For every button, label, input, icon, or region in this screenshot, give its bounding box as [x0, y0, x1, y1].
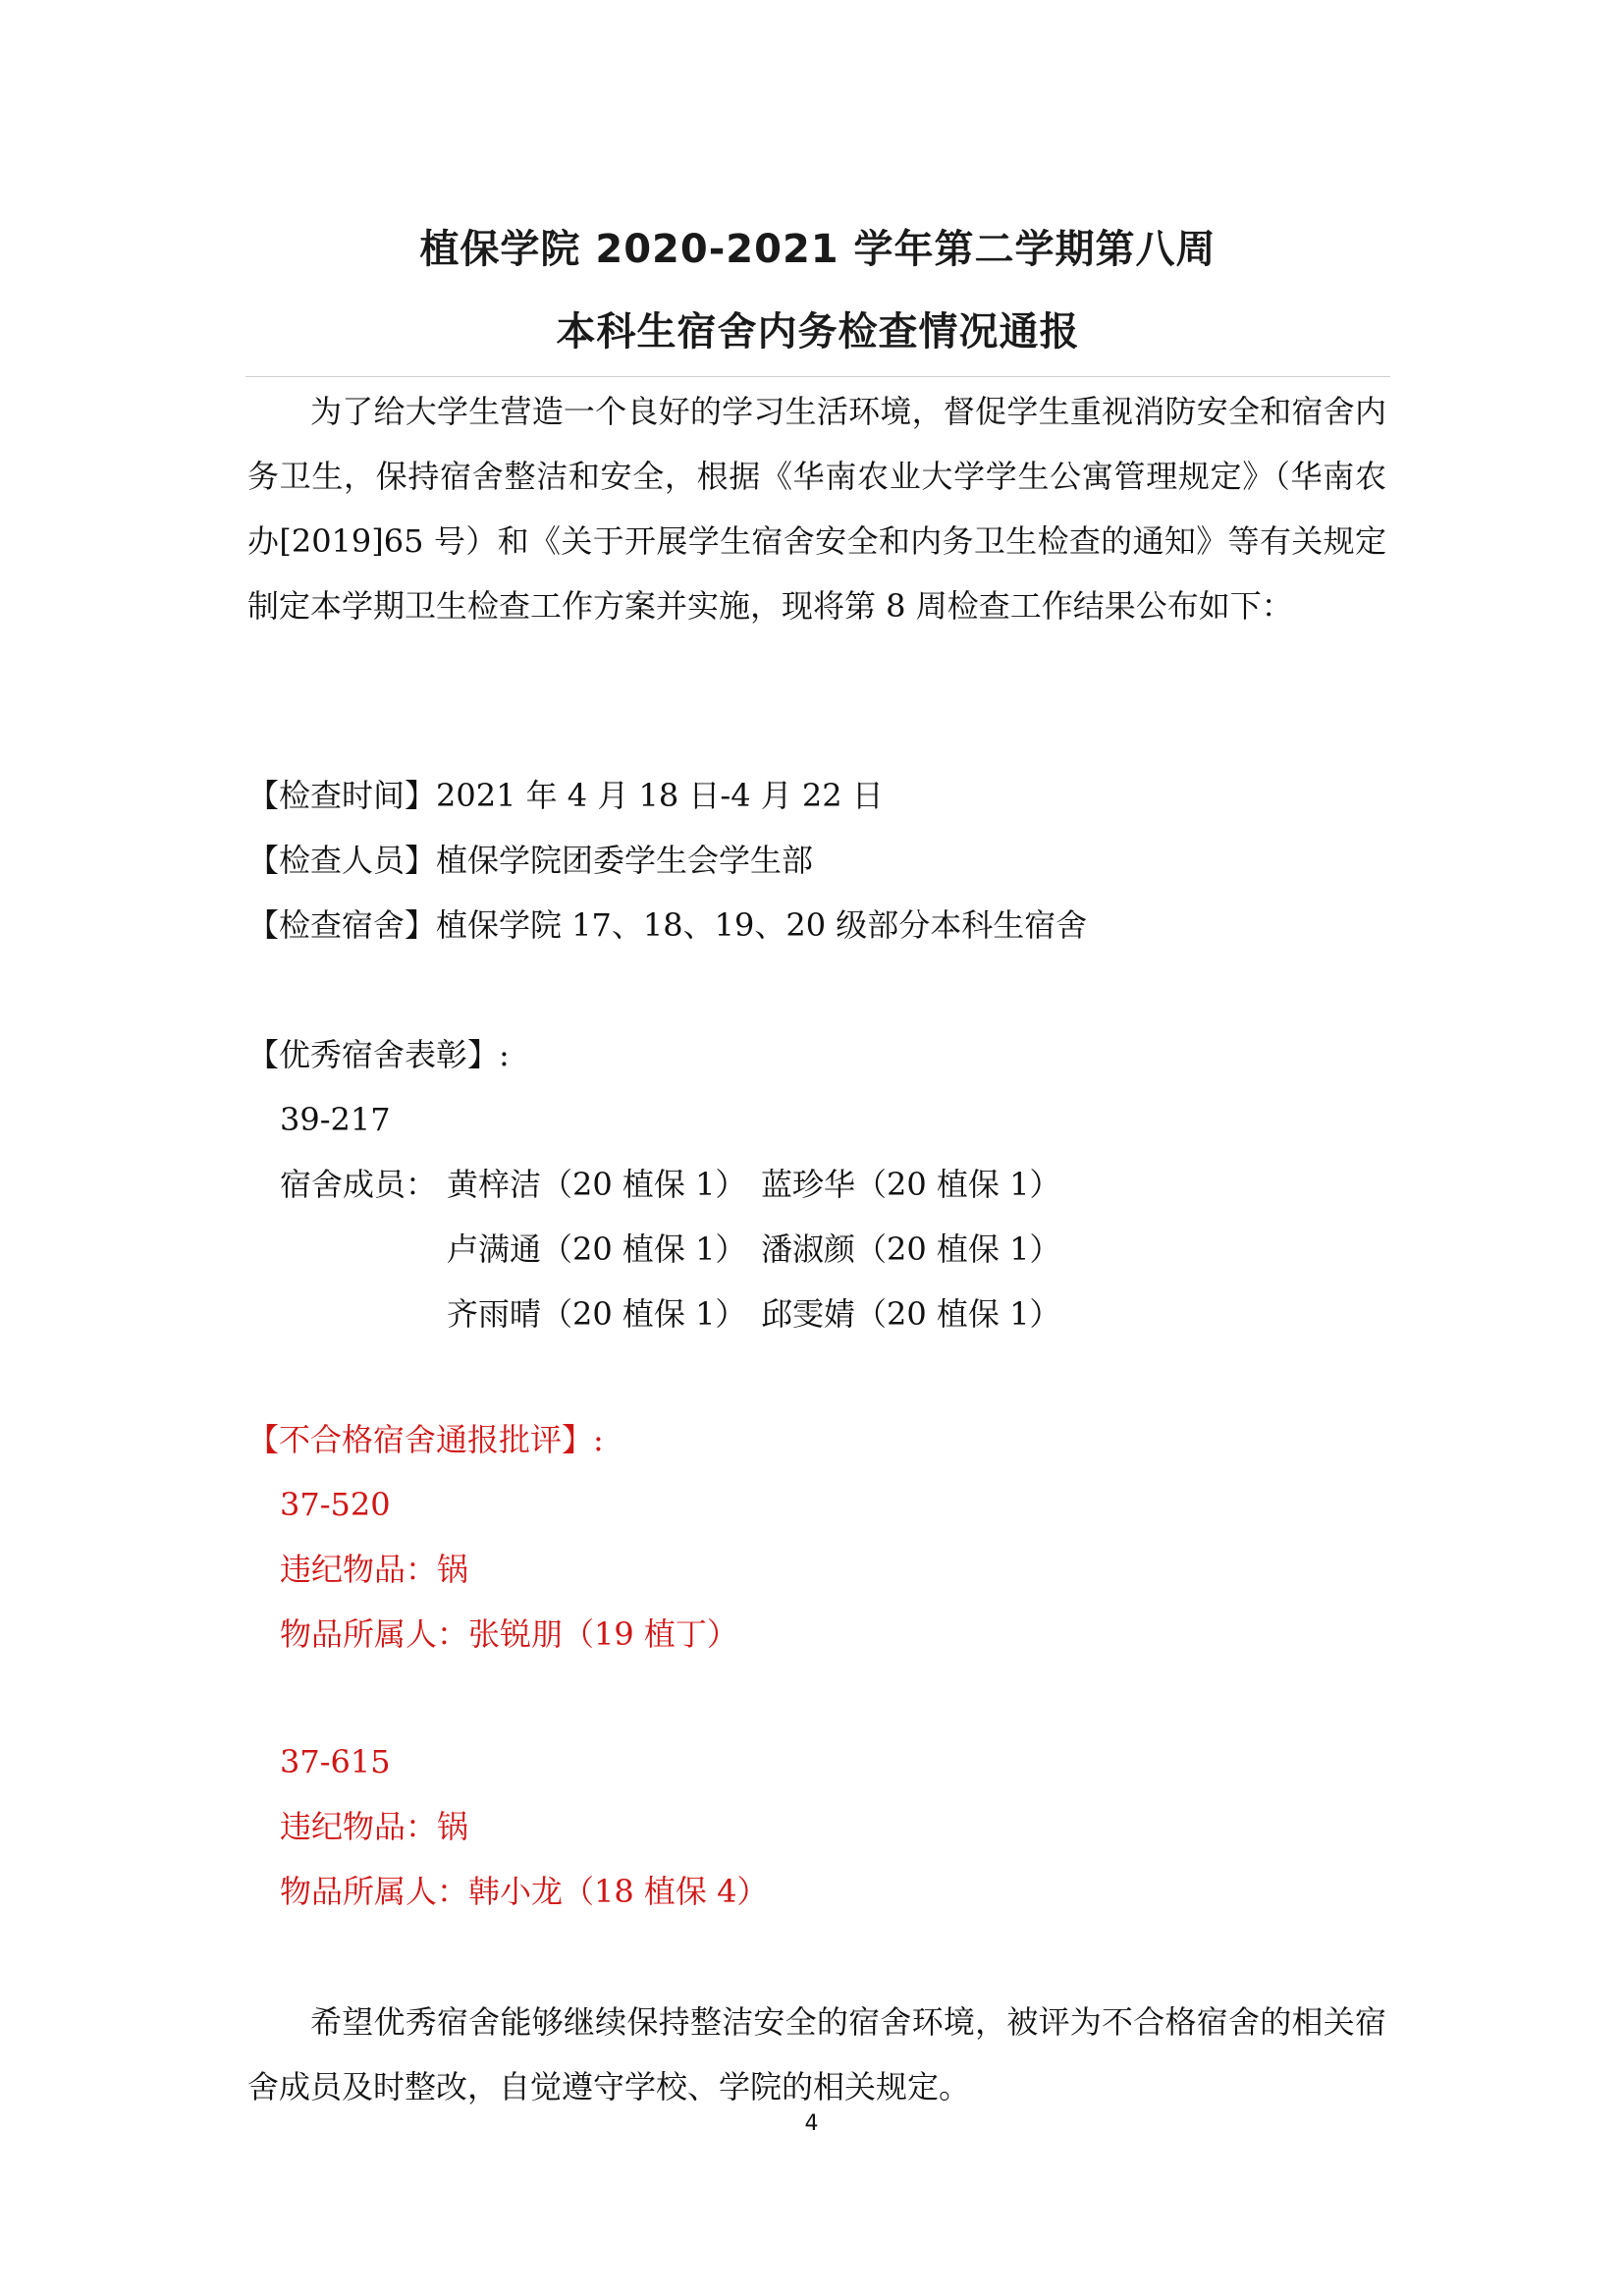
unqualified-heading: 【不合格宿舍通报批评】: — [247, 1421, 604, 1458]
intro-paragraph: 为了给大学生营造一个良好的学习生活环境，督促学生重视消防安全和宿舍内务卫生，保持宿舍整洁和安全，根据《华南农业大学学生公寓管理规定》（华南农办[2019]65 号）和《关于开展学生宿舍安全和内务卫生检查的通知》等有关规定制定本学期卫生检查工作方案并实施，现将第 8 周检查工作结果公布如下： — [247, 393, 1386, 625]
inspection-time: 【检查时间】2021 年 4 月 18 日-4 月 22 日 — [247, 777, 884, 814]
inspection-dorms: 【检查宿舍】植保学院 17、18、19、20 级部分本科生宿舍 — [247, 906, 1088, 944]
member-item: 齐雨晴（20 植保 1） — [447, 1295, 747, 1333]
member-item: 黄梓洁（20 植保 1） — [447, 1166, 747, 1203]
excellent-heading: 【优秀宿舍表彰】: — [247, 1036, 510, 1073]
violation-item: 违纪物品：锅 — [280, 1808, 469, 1845]
title-line-2: 本科生宿舍内务检查情况通报 — [556, 309, 1080, 355]
member-item: 邱雯婧（20 植保 1） — [761, 1295, 1061, 1333]
title-line-1: 植保学院 2020-2021 学年第二学期第八周 — [419, 227, 1217, 272]
unqualified-room: 37-615 — [280, 1743, 391, 1780]
members-label: 宿舍成员： — [280, 1166, 438, 1203]
violation-item: 违纪物品：锅 — [280, 1551, 469, 1588]
member-item: 卢满通（20 植保 1） — [447, 1230, 747, 1268]
page-number: 4 — [804, 2111, 819, 2136]
member-item: 潘淑颜（20 植保 1） — [761, 1230, 1061, 1268]
excellent-room: 39-217 — [280, 1101, 391, 1138]
unqualified-room: 37-520 — [280, 1486, 391, 1523]
violation-owner: 物品所属人：韩小龙（18 植保 4） — [280, 1873, 769, 1910]
closing-paragraph: 希望优秀宿舍能够继续保持整洁安全的宿舍环境，被评为不合格宿舍的相关宿舍成员及时整改，自觉遵守学校、学院的相关规定。 — [247, 2003, 1386, 2105]
member-item: 蓝珍华（20 植保 1） — [761, 1166, 1061, 1203]
inspection-staff: 【检查人员】植保学院团委学生会学生部 — [247, 842, 814, 879]
violation-owner: 物品所属人：张锐朋（19 植丁） — [280, 1615, 738, 1653]
title-divider — [245, 376, 1390, 377]
